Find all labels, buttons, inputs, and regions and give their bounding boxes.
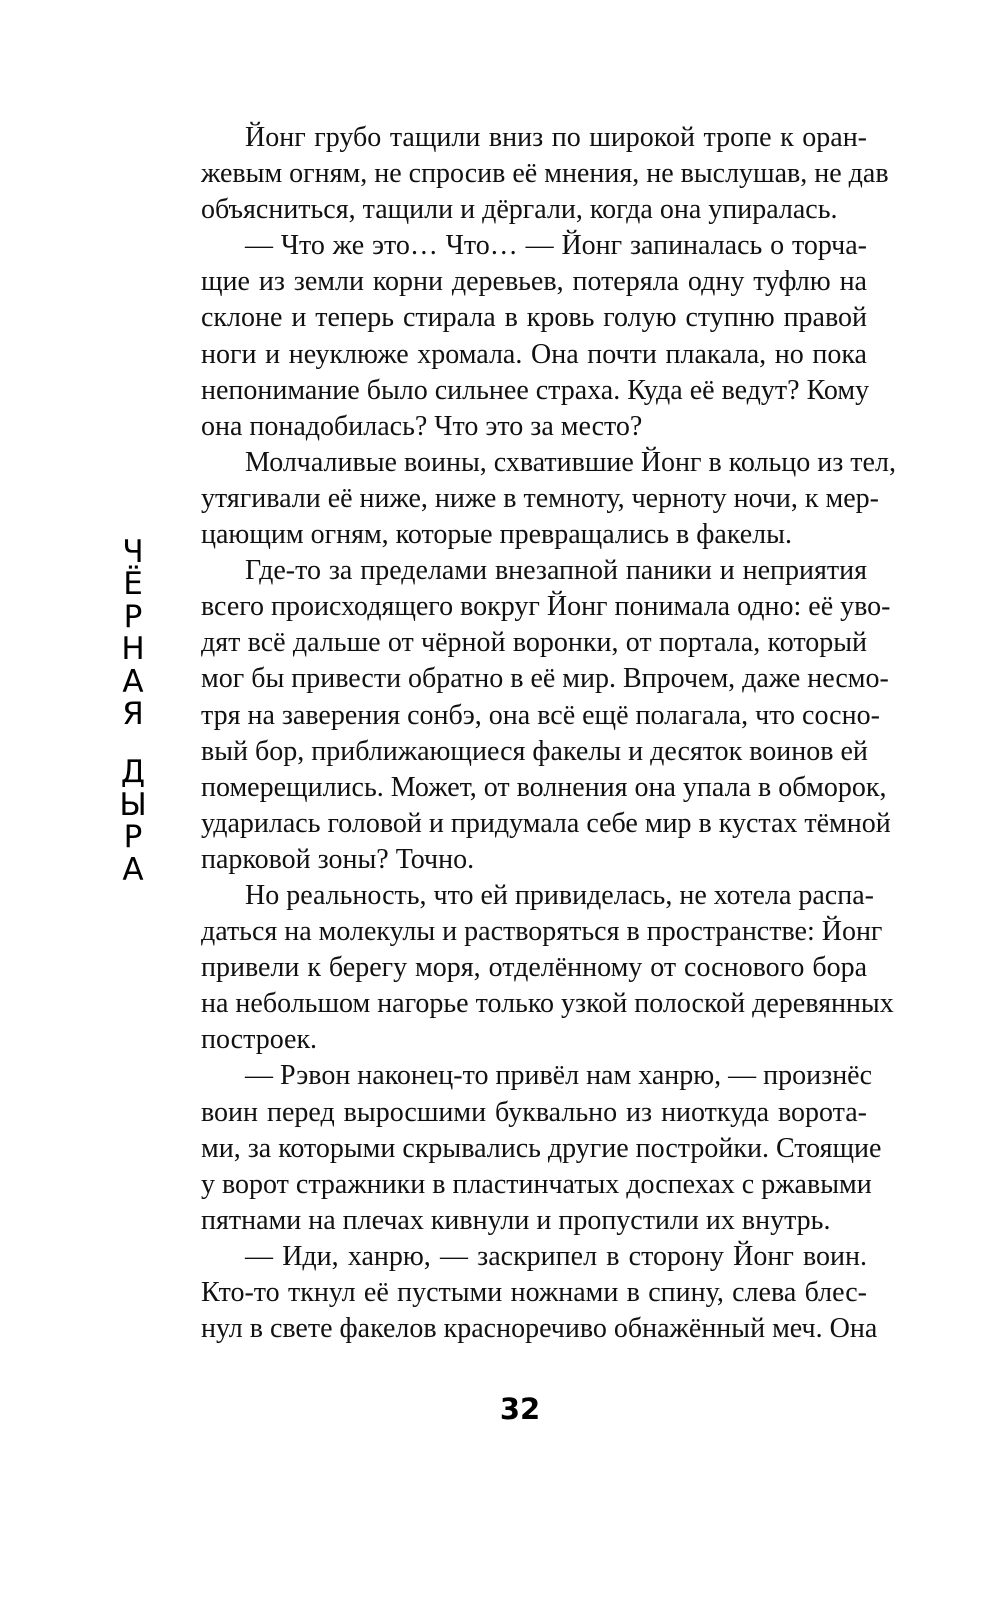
text-line: даться на молекулы и растворяться в пространстве: Йонг: [201, 916, 883, 948]
text-line: парковой зоны? Точно.: [201, 843, 475, 875]
text-line: — Иди, ханрю, — заскрипел в сторону Йонг воин.: [245, 1240, 867, 1272]
side-title-letter: А: [122, 663, 144, 700]
side-title-letter: Ё: [123, 566, 143, 603]
text-line: — Рэвон наконец-то привёл нам ханрю, — произнёс: [245, 1060, 873, 1092]
text-line: на небольшом нагорье только узкой полоской деревянных: [201, 988, 894, 1020]
text-line: воин перед выросшими буквально из ниоткуда ворота-: [201, 1096, 867, 1128]
text-line: она понадобилась? Что это за место?: [201, 410, 643, 442]
text-line: Йонг грубо тащили вниз по широкой тропе к оран-: [245, 122, 867, 153]
text-line: цающим огням, которые превращались в факелы.: [201, 519, 792, 551]
side-title-letter: Я: [122, 695, 144, 732]
side-title-letter: Д: [120, 754, 146, 791]
text-line: тря на заверения сонбэ, она всё ещё полагала, что сосно-: [201, 699, 880, 731]
text-line: вый бор, приближающиеся факелы и десяток воинов ей: [201, 735, 868, 767]
side-title-letter: Р: [123, 819, 143, 856]
text-line: дят всё дальше от чёрной воронки, от портала, который: [201, 627, 867, 659]
text-line: — Что же это… Что… — Йонг запиналась о торча-: [245, 230, 867, 262]
text-line: объясниться, тащили и дёргали, когда она упиралась.: [201, 194, 838, 226]
text-line: ударилась головой и придумала себе мир в кустах тёмной: [201, 807, 891, 839]
text-line: утягивали её ниже, ниже в темноту, черноту ночи, к мер-: [201, 482, 879, 514]
text-line: Но реальность, что ей привиделась, не хотела распа-: [245, 879, 874, 911]
text-line: пятнами на плечах кивнули и пропустили их внутрь.: [201, 1204, 831, 1236]
text-line: жевым огням, не спросив её мнения, не выслушав, не дав: [201, 158, 889, 190]
side-title-letter: Р: [123, 598, 143, 635]
side-title-letter: Ы: [119, 786, 147, 823]
side-title-letter: А: [122, 851, 144, 888]
side-title: [113, 534, 153, 888]
text-line: нул в свете факелов красноречиво обнажённый меч. Она: [201, 1313, 878, 1345]
text-line: непонимание было сильнее страха. Куда её ведут? Кому: [201, 374, 870, 406]
body-text: [201, 120, 896, 1347]
text-line: Кто-то ткнул её пустыми ножнами в спину, слева блес-: [201, 1277, 867, 1308]
text-line: Где-то за пределами внезапной паники и неприятия: [245, 555, 867, 587]
side-title-letter: Н: [121, 631, 145, 668]
text-line: построек.: [201, 1024, 318, 1056]
text-line: ми, за которыми скрывались другие постройки. Стоящие: [201, 1132, 882, 1164]
text-line: мог бы привести обратно в её мир. Впрочем, даже несмо-: [201, 663, 889, 695]
page-number: 32: [499, 1392, 541, 1426]
text-line: ноги и неуклюже хромала. Она почти плакала, но пока: [201, 338, 867, 370]
text-line: Молчаливые воины, схватившие Йонг в кольцо из тел,: [245, 446, 896, 478]
text-line: всего происходящего вокруг Йонг понимала одно: её уво-: [201, 591, 891, 623]
text-line: померещились. Может, от волнения она упала в обморок,: [201, 771, 887, 803]
text-line: щие из земли корни деревьев, потеряла одну туфлю на: [201, 266, 867, 298]
text-line: у ворот стражники в пластинчатых доспехах с ржавыми: [201, 1168, 872, 1200]
text-line: склоне и теперь стирала в кровь голую ступню правой: [201, 302, 867, 334]
text-line: привели к берегу моря, отделённому от соснового бора: [201, 952, 867, 984]
side-title-letter: Ч: [122, 534, 144, 570]
